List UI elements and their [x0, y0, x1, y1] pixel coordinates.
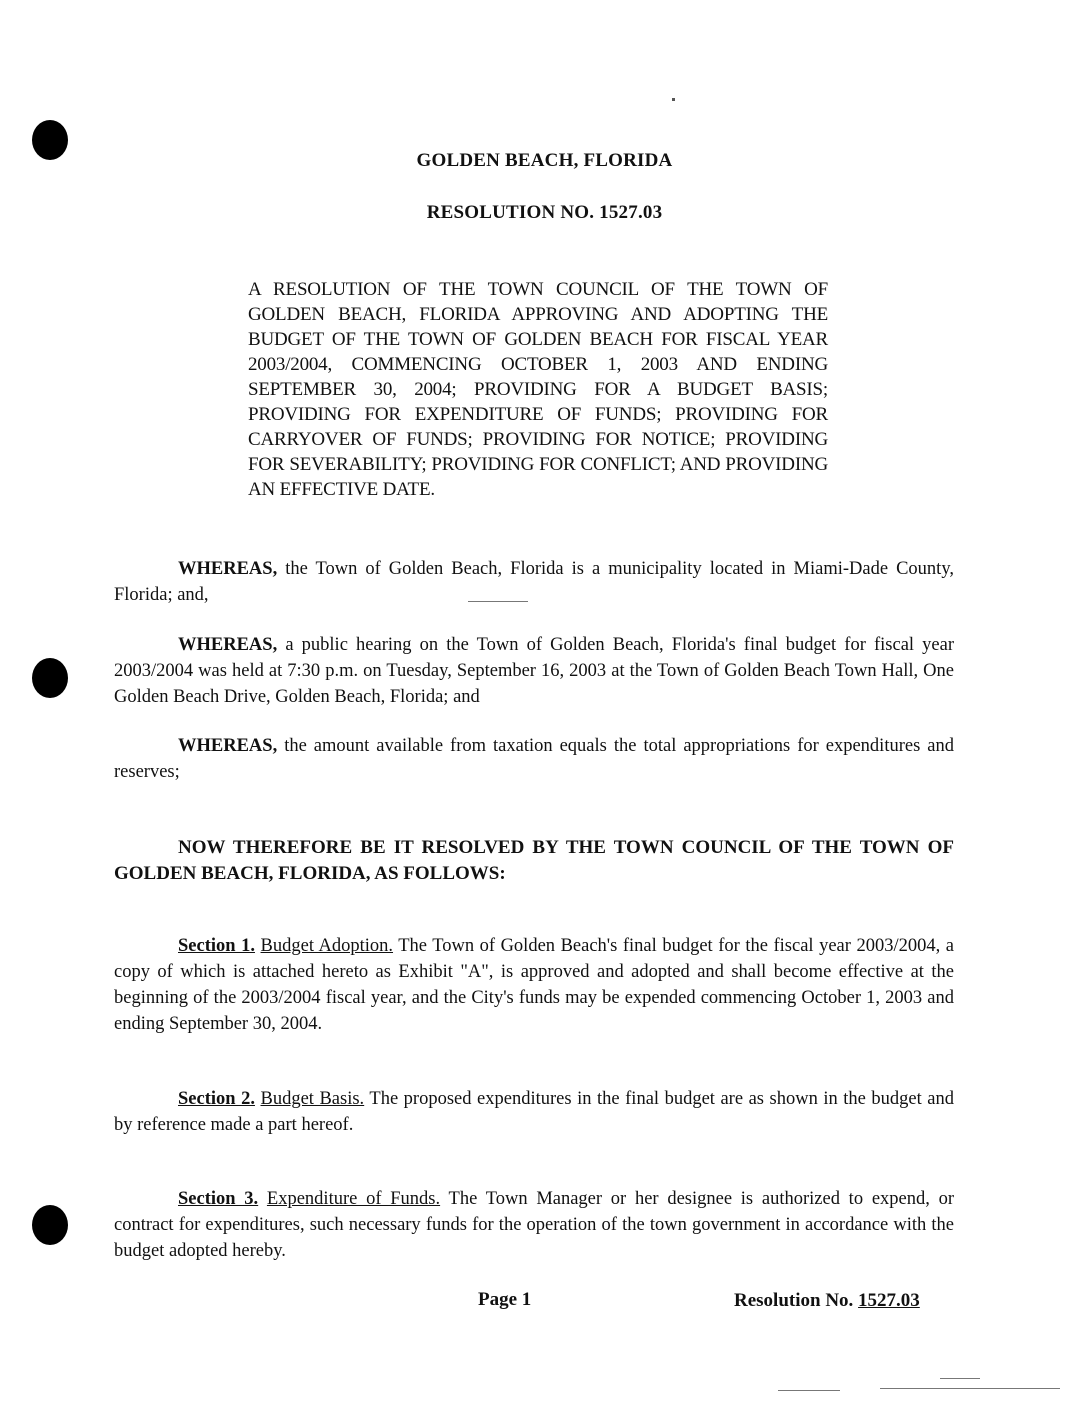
section-text: The proposed expenditures in the final budget are as shown in the budget and by reference made a part hereof. — [114, 1089, 954, 1135]
footer-resolution — [734, 1290, 920, 1312]
footer-resolution-label: Resolution No. — [734, 1290, 854, 1311]
whereas-clause-3 — [114, 733, 954, 785]
resolution-number-title: RESOLUTION NO. 1527.03 — [426, 202, 663, 223]
scan-smudge — [880, 1388, 1060, 1389]
section-number: Section 3. — [178, 1189, 259, 1209]
punch-hole-bottom — [32, 1205, 68, 1245]
whereas-lead: WHEREAS, — [178, 559, 278, 579]
footer-resolution-number: 1527.03 — [858, 1290, 920, 1311]
punch-hole-middle — [32, 658, 68, 698]
whereas-clause-2 — [114, 632, 954, 710]
whereas-lead: WHEREAS, — [178, 635, 278, 655]
page-number: Page 1 — [478, 1289, 532, 1310]
section-3 — [114, 1186, 954, 1264]
scan-smudge — [940, 1378, 980, 1379]
whereas-text: a public hearing on the Town of Golden Beach, Florida's final budget for fiscal year 2003/2004 was held at 7:30 p.m. on Tuesday, September 16, 2003 at the Town of Golden Beach Town Hall, One Golden Beach Drive, Golden Beach, Florida; and — [114, 635, 954, 707]
whereas-clause-1 — [114, 556, 954, 608]
section-number: Section 1. — [178, 936, 255, 956]
resolution-abstract: A RESOLUTION OF THE TOWN COUNCIL OF THE TOWN OF GOLDEN BEACH, FLORIDA APPROVING AND ADOPTING THE BUDGET OF THE TOWN OF GOLDEN BEACH FOR FISCAL YEAR 2003/2004, COMMENCING OCTOBER 1, 2003 AND ENDING SEPTEMBER 30, 2004; PROVIDING FOR A BUDGET BASIS; PROVIDING FOR EXPENDITURE OF FUNDS; PROVIDING FOR CARRYOVER OF FUNDS; PROVIDING FOR NOTICE; PROVIDING FOR SEVERABILITY; PROVIDING FOR CONFLICT; AND PROVIDING AN EFFECTIVE DATE. — [248, 279, 828, 500]
section-heading: Budget Basis. — [260, 1089, 365, 1109]
whereas-text: the amount available from taxation equals the total appropriations for expenditures and reserves; — [114, 736, 954, 782]
section-heading: Budget Adoption. — [260, 936, 394, 956]
section-text: The Town of Golden Beach's final budget for the fiscal year 2003/2004, a copy of which is attached hereto as Exhibit "A", is approved and adopted and shall become effective at the beginning of the 2003/2004 fiscal year, and the City's funds may be expended commencing October 1, 2003 and ending September 30, 2004. — [114, 936, 954, 1034]
section-number: Section 2. — [178, 1089, 255, 1109]
section-2 — [114, 1086, 954, 1138]
section-text: The Town Manager or her designee is authorized to expend, or contract for expenditures, such necessary funds for the operation of the town government in accordance with the budget adopted hereby. — [114, 1189, 955, 1261]
scan-speck — [672, 98, 675, 101]
page-title: GOLDEN BEACH, FLORIDA — [416, 150, 673, 171]
section-heading: Expenditure of Funds. — [266, 1189, 441, 1209]
resolved-clause: NOW THEREFORE BE IT RESOLVED BY THE TOWN COUNCIL OF THE TOWN OF GOLDEN BEACH, FLORIDA, AS FOLLOWS: — [114, 837, 954, 884]
scan-smudge — [778, 1390, 840, 1391]
whereas-text: the Town of Golden Beach, Florida is a municipality located in Miami-Dade County, Florida; and, — [114, 559, 954, 605]
section-1 — [114, 933, 954, 1037]
whereas-lead: WHEREAS, — [178, 736, 278, 756]
